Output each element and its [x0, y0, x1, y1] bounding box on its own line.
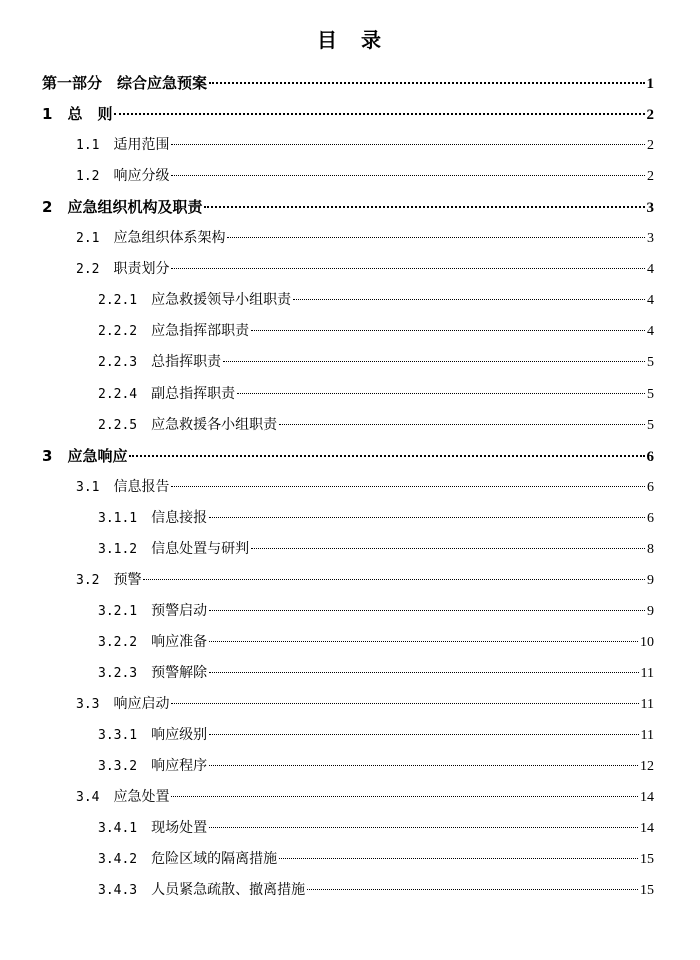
toc-dot-leader	[171, 796, 638, 797]
toc-dot-leader	[114, 113, 644, 115]
toc-entry-number: 3.3.2	[98, 759, 138, 775]
toc-entry-label: 现场处置	[151, 820, 208, 837]
toc-dot-leader	[171, 268, 645, 269]
toc-entry-page: 4	[647, 324, 654, 340]
toc-entry-label: 响应级别	[151, 727, 208, 744]
toc-entry[interactable]	[76, 135, 654, 155]
toc-dot-leader	[209, 610, 645, 611]
toc-entry-number: 3.4.1	[98, 821, 138, 837]
toc-entry-number: 2.2.5	[98, 417, 138, 433]
toc-entry[interactable]	[76, 228, 654, 248]
toc-entry-number: 3.1	[76, 479, 100, 495]
toc-entry-label: 职责划分	[113, 261, 170, 278]
toc-entry-label: 适用范围	[113, 137, 170, 154]
toc-entry-page: 3	[647, 231, 654, 247]
toc-entry-number: 3.2.1	[98, 603, 138, 619]
toc-entry-page: 15	[640, 883, 654, 899]
toc-dot-leader	[171, 144, 645, 145]
toc-entry[interactable]	[42, 446, 654, 466]
toc-entry-label: 应急组织机构及职责	[67, 198, 203, 217]
toc-entry-gap	[99, 787, 113, 807]
toc-entry-gap	[137, 384, 151, 404]
toc-dot-leader	[129, 455, 644, 457]
toc-entry-number: 3.3.1	[98, 728, 138, 744]
toc-entry-page: 2	[646, 107, 654, 124]
toc-entry-page: 11	[640, 697, 654, 712]
toc-entry-page: 14	[640, 790, 654, 806]
toc-entry-gap	[52, 197, 67, 217]
toc-entry-page: 8	[647, 541, 654, 557]
toc-dot-leader	[293, 299, 645, 300]
toc-entry-number: 1.2	[76, 169, 100, 185]
toc-entry[interactable]	[98, 290, 654, 310]
toc-entry-gap	[99, 477, 113, 497]
toc-entry-number: 3.2	[76, 572, 100, 588]
toc-entry-page: 1	[646, 76, 654, 92]
toc-entry-label: 信息报告	[113, 478, 170, 495]
toc-dot-leader	[171, 486, 645, 487]
toc-entry-gap	[137, 725, 151, 745]
toc-entry[interactable]	[98, 849, 654, 869]
toc-entry-page: 4	[647, 262, 654, 278]
toc-dot-leader	[279, 424, 645, 425]
toc-entry-number: 3.3	[76, 697, 100, 712]
toc-entry-number: 第一部分	[42, 74, 103, 92]
toc-entry-gap	[99, 570, 113, 590]
toc-entry-page: 12	[640, 759, 654, 775]
toc-entry-label: 应急响应	[67, 446, 128, 465]
toc-entry[interactable]	[98, 663, 654, 683]
toc-dot-leader	[279, 858, 638, 859]
toc-dot-leader	[171, 175, 645, 176]
toc-entry-page: 6	[647, 510, 654, 526]
toc-entry-label: 应急指挥部职责	[151, 323, 250, 340]
toc-entry[interactable]	[98, 632, 654, 652]
toc-entry-number: 2.2.1	[98, 293, 138, 309]
toc-entry-page: 5	[647, 417, 654, 433]
toc-dot-leader	[143, 579, 645, 580]
toc-entry[interactable]	[98, 601, 654, 621]
toc-entry-number: 3.4.2	[98, 852, 138, 868]
toc-entry-label: 响应分级	[113, 168, 170, 185]
toc-entry-gap	[52, 104, 67, 124]
toc-entry-page: 6	[646, 448, 654, 465]
toc-entry-gap	[137, 880, 151, 900]
toc-entry-label: 总指挥职责	[151, 354, 222, 371]
toc-entry-page: 5	[647, 386, 654, 402]
toc-entry-number: 1	[42, 105, 53, 124]
toc-entry-number: 3.1.1	[98, 510, 138, 526]
toc-dot-leader	[237, 393, 645, 394]
toc-entry[interactable]	[98, 818, 654, 838]
toc-dot-leader	[251, 330, 645, 331]
toc-entry-page: 14	[640, 821, 654, 837]
toc-entry-gap	[137, 663, 151, 683]
toc-entry-gap	[137, 290, 151, 310]
toc-entry-gap	[137, 849, 151, 869]
toc-entry-label: 应急救援领导小组职责	[151, 292, 292, 309]
toc-dot-leader	[209, 641, 638, 642]
toc-entry-label: 人员紧急疏散、撤离措施	[151, 882, 306, 899]
toc-entry[interactable]	[98, 756, 654, 776]
toc-entry-page: 6	[647, 479, 654, 495]
toc-entry-number: 3.2.3	[98, 665, 138, 681]
toc-entry-label: 预警解除	[151, 664, 208, 681]
toc-dot-leader	[204, 206, 644, 208]
toc-entry-page: 3	[646, 200, 654, 217]
toc-entry-page: 11	[640, 665, 654, 681]
toc-entry[interactable]	[42, 104, 654, 124]
toc-entry-page: 11	[640, 728, 654, 744]
toc-entry-label: 响应程序	[151, 758, 208, 775]
toc-entry[interactable]	[76, 787, 654, 807]
toc-entry-number: 3.4.3	[98, 883, 138, 899]
toc-entry-page: 5	[647, 355, 654, 371]
toc-entry-number: 2.2.3	[98, 355, 138, 371]
toc-entry-page: 2	[647, 138, 654, 154]
toc-entry-gap	[137, 539, 151, 559]
toc-entry-gap	[99, 228, 113, 248]
toc-entry-gap	[137, 508, 151, 528]
toc-entry-gap	[137, 632, 151, 652]
toc-entry[interactable]	[98, 508, 654, 528]
toc-entry-gap	[52, 446, 67, 466]
toc-dot-leader	[171, 703, 638, 704]
toc-entry-number: 3.2.2	[98, 634, 138, 650]
toc-dot-leader	[209, 82, 644, 84]
toc-entry-page: 10	[640, 634, 654, 650]
toc-entry-label: 信息接报	[151, 509, 208, 526]
toc-entry-page: 4	[647, 293, 654, 309]
toc-entry-gap	[137, 415, 151, 435]
toc-entry-gap	[102, 73, 117, 93]
toc-entry-number: 3.1.2	[98, 541, 138, 557]
toc-entry-number: 2	[42, 198, 53, 217]
toc-entry-label: 副总指挥职责	[151, 385, 236, 402]
toc-dot-leader	[227, 237, 645, 238]
toc-entry[interactable]	[98, 539, 654, 559]
toc-entry-label: 响应启动	[113, 696, 170, 712]
toc-dot-leader	[209, 827, 638, 828]
toc-entry[interactable]	[98, 352, 654, 372]
toc-entry-gap	[99, 135, 113, 155]
toc-entry-page: 9	[647, 603, 654, 619]
toc-entry-gap	[137, 352, 151, 372]
toc-entry[interactable]	[76, 570, 654, 590]
toc-dot-leader	[223, 361, 645, 362]
toc-entry-gap	[137, 756, 151, 776]
toc-entry[interactable]	[98, 415, 654, 435]
toc-entry[interactable]	[98, 321, 654, 341]
toc-entry-gap	[99, 694, 113, 714]
toc-entry-gap	[99, 166, 113, 186]
toc-entry[interactable]	[98, 880, 654, 900]
toc-entry-label: 响应准备	[151, 633, 208, 650]
toc-entry-page: 9	[647, 572, 654, 588]
toc-entry-label: 应急组织体系架构	[113, 230, 226, 247]
toc-entry[interactable]	[42, 73, 654, 93]
toc-dot-leader	[209, 734, 638, 735]
toc-title: 目 录	[317, 28, 383, 52]
toc-entry-number: 3	[42, 446, 53, 465]
toc-entry-gap	[137, 601, 151, 621]
toc-entry-gap	[137, 818, 151, 838]
toc-entry-number: 2.2.4	[98, 386, 138, 402]
toc-entry-number: 1.1	[76, 138, 100, 154]
toc-entry-number: 3.4	[76, 790, 100, 806]
toc-entry-label: 综合应急预案	[117, 74, 208, 92]
toc-entry-number: 2.2	[76, 262, 100, 278]
toc-entry-label: 预警	[113, 571, 142, 588]
toc-dot-leader	[209, 517, 645, 518]
toc-entry[interactable]	[76, 477, 654, 497]
toc-entry-gap	[99, 259, 113, 279]
toc-entry-label: 应急救援各小组职责	[151, 416, 278, 433]
toc-dot-leader	[307, 889, 638, 890]
toc-dot-leader	[209, 765, 638, 766]
toc-entry[interactable]	[98, 384, 654, 404]
toc-entry[interactable]	[98, 725, 654, 745]
toc-dot-leader	[209, 672, 638, 673]
toc-entry[interactable]	[76, 694, 654, 714]
toc-entry-label: 信息处置与研判	[151, 540, 250, 557]
toc-entry[interactable]	[42, 197, 654, 217]
toc-entry-label: 预警启动	[151, 602, 208, 619]
toc-dot-leader	[251, 548, 645, 549]
toc-entry[interactable]	[76, 166, 654, 186]
toc-entry-label: 危险区域的隔离措施	[151, 851, 278, 868]
toc-entry-page: 15	[640, 852, 654, 868]
toc-entry-label: 应急处置	[113, 789, 170, 806]
toc-entry-number: 2.2.2	[98, 324, 138, 340]
toc-entry-page: 2	[647, 169, 654, 185]
toc-entry[interactable]	[76, 259, 654, 279]
toc-entry-label: 总 则	[67, 105, 113, 124]
toc-entry-gap	[137, 321, 151, 341]
toc-entry-number: 2.1	[76, 231, 100, 247]
